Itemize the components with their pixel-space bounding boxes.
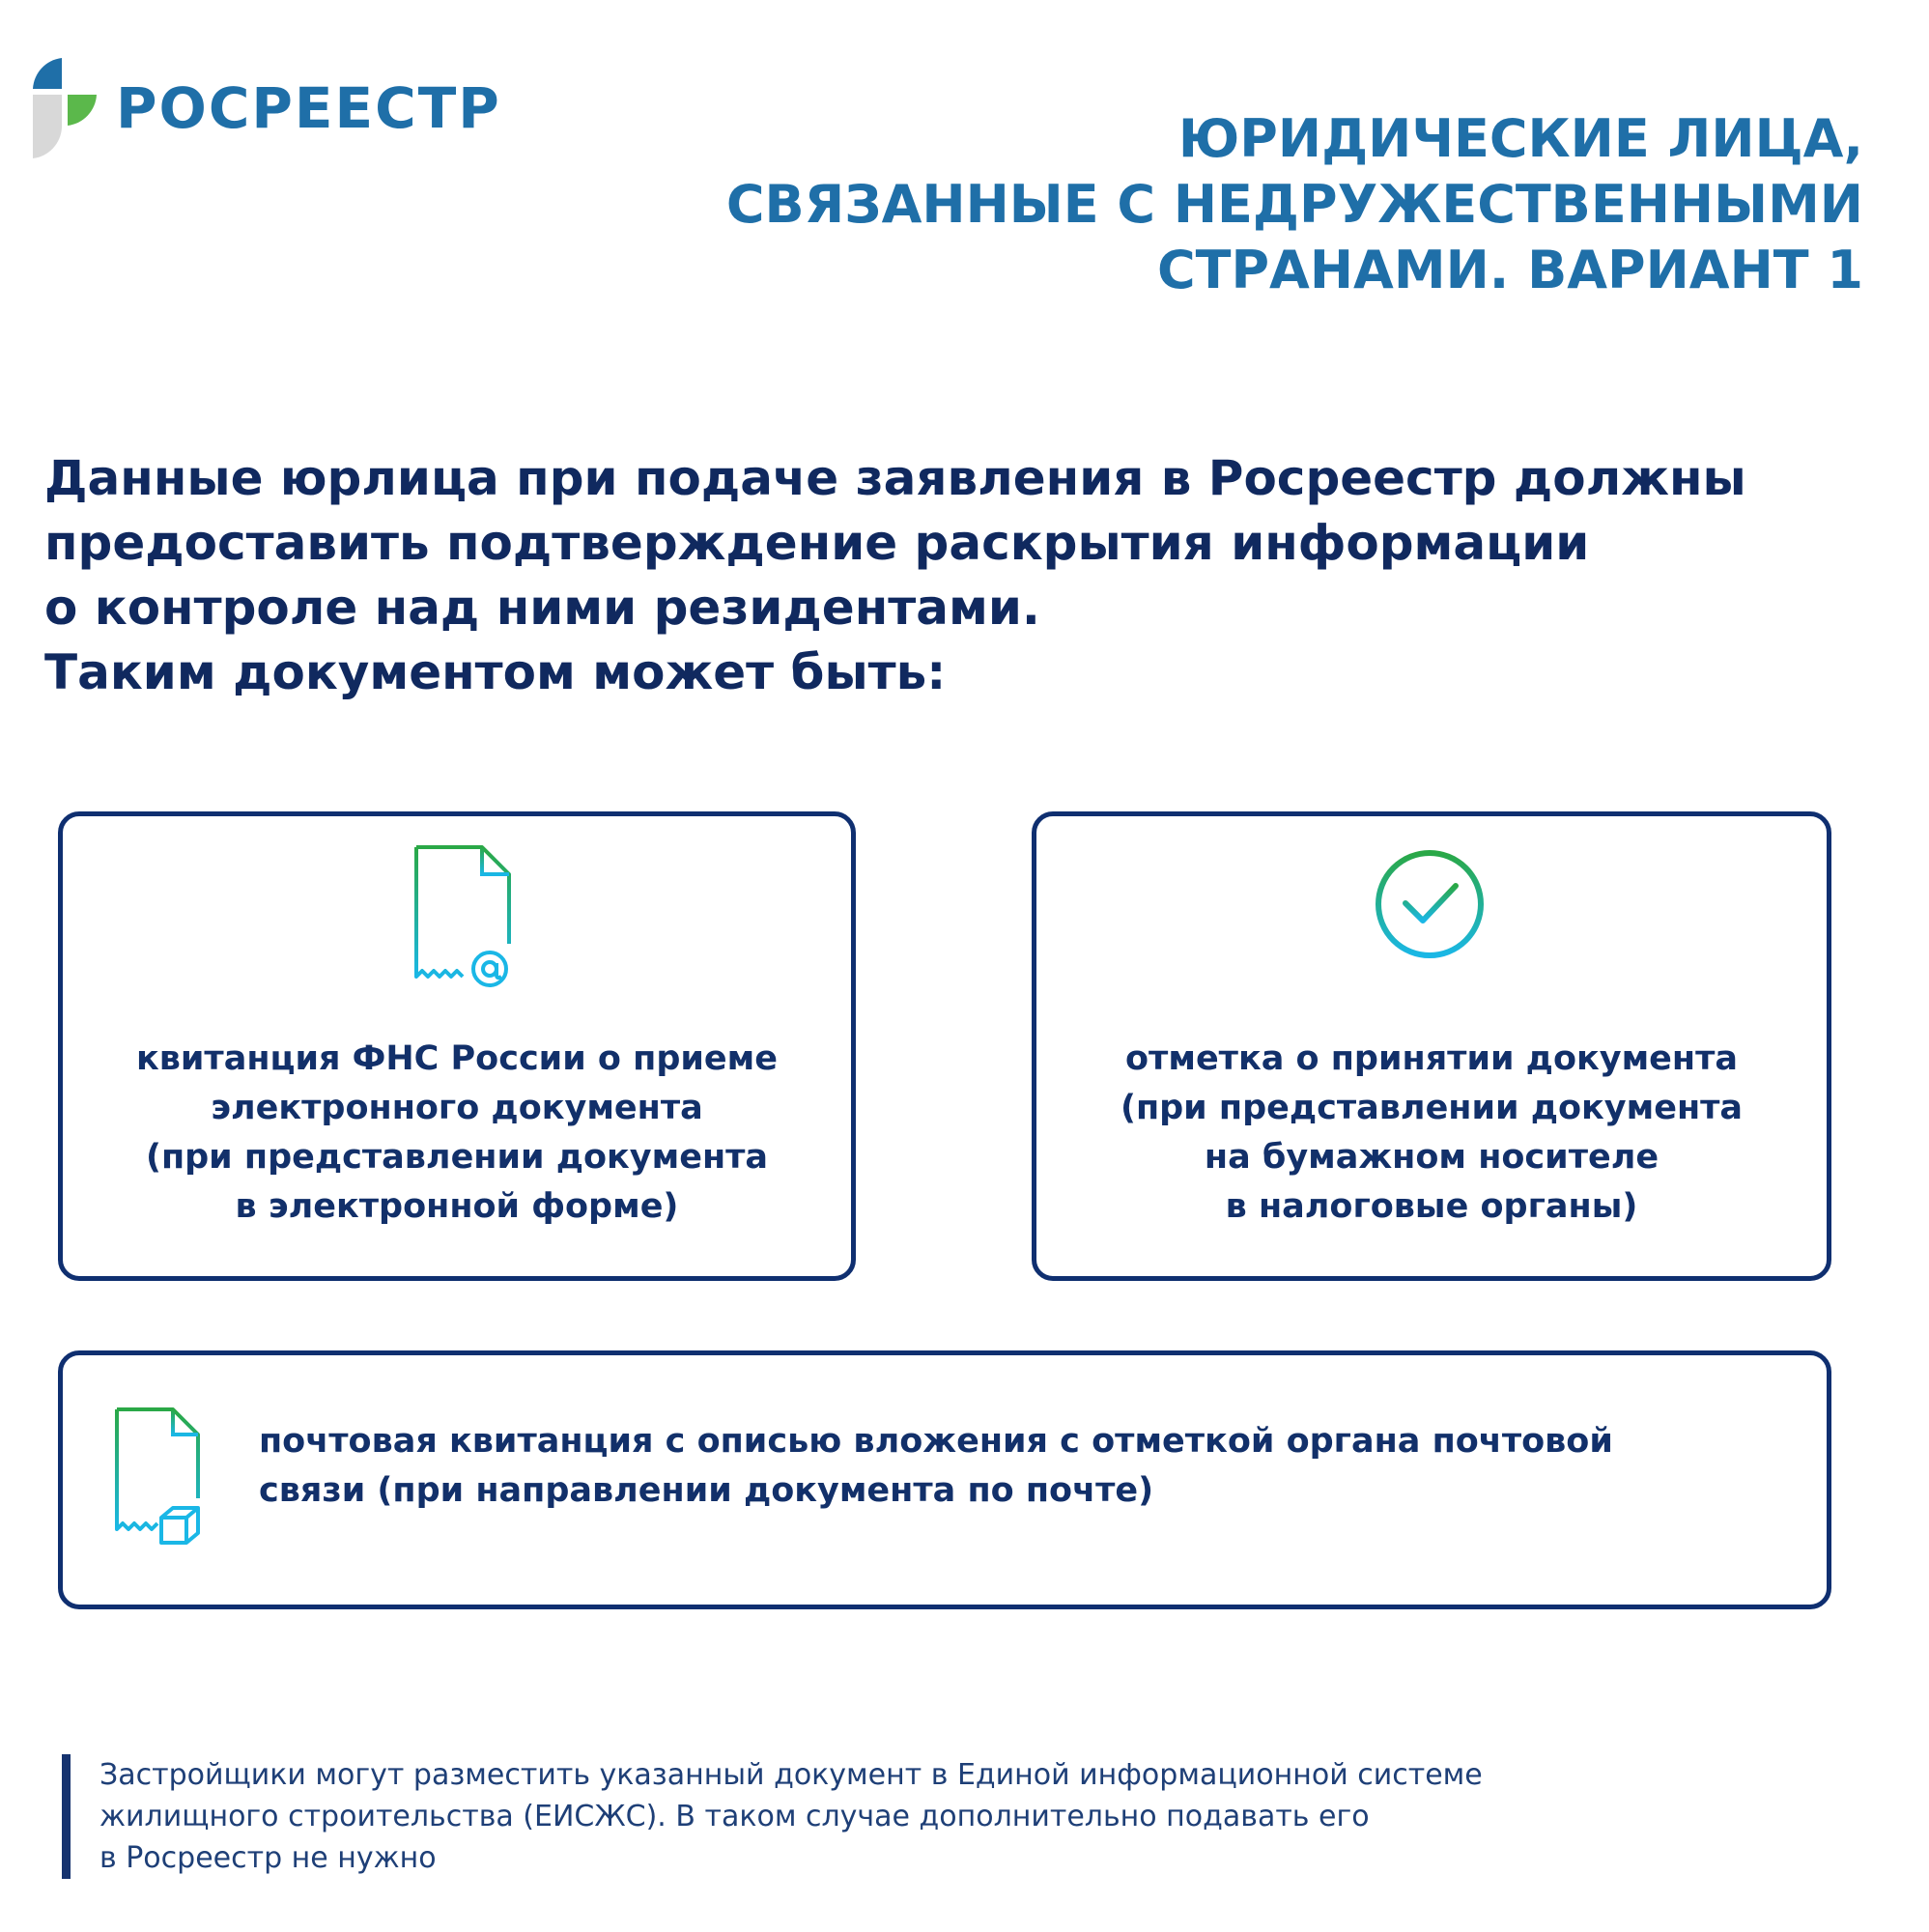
intro-line: Данные юрлица при подаче заявления в Росреестр должны	[44, 450, 1746, 506]
card-paper-mark	[1032, 811, 1831, 1281]
card-text	[63, 1035, 851, 1232]
page-title	[608, 106, 1863, 303]
card-line: связи (при направлении документа по почте)	[259, 1471, 1154, 1510]
intro-line: о контроле над ними резидентами.	[44, 580, 1040, 636]
intro-line: Таким документом может быть:	[44, 644, 947, 700]
card-line: в налоговые органы)	[1225, 1187, 1638, 1226]
card-line: (при представлении документа	[145, 1138, 769, 1177]
intro-line: предоставить подтверждение раскрытия информации	[44, 515, 1590, 571]
card-line: почтовая квитанция с описью вложения с отметкой органа почтовой	[259, 1422, 1613, 1461]
title-line: СВЯЗАННЫЕ С НЕДРУЖЕСТВЕННЫМИ	[725, 174, 1863, 235]
card-text	[1036, 1035, 1827, 1232]
rosreestr-logo-icon	[29, 54, 100, 162]
card-line: электронного документа	[211, 1089, 703, 1127]
card-postal-receipt	[58, 1350, 1831, 1609]
title-line: СТРАНАМИ. ВАРИАНТ 1	[1157, 240, 1863, 300]
footnote	[62, 1754, 1858, 1879]
card-text	[259, 1417, 1827, 1516]
document-at-icon	[412, 843, 513, 992]
card-line: в электронной форме)	[235, 1187, 679, 1226]
brand-name: РОСРЕЕСТР	[116, 75, 501, 141]
note-line: Застройщики могут разместить указанный документ в Единой информационной системе	[99, 1758, 1483, 1792]
card-line: отметка о принятии документа	[1125, 1039, 1738, 1078]
note-line: в Росреестр не нужно	[99, 1841, 437, 1875]
note-line: жилищного строительства (ЕИСЖС). В таком случае дополнительно подавать его	[99, 1800, 1370, 1833]
brand-logo	[29, 54, 501, 162]
card-fns-receipt	[58, 811, 856, 1281]
card-line: (при представлении документа	[1120, 1089, 1744, 1127]
card-line: на бумажном носителе	[1204, 1138, 1660, 1177]
document-box-icon	[113, 1406, 202, 1547]
card-line: квитанция ФНС России о приеме	[135, 1039, 778, 1078]
check-circle-icon	[1373, 847, 1487, 961]
intro-text	[44, 446, 1860, 705]
title-line: ЮРИДИЧЕСКИЕ ЛИЦА,	[1177, 108, 1863, 169]
